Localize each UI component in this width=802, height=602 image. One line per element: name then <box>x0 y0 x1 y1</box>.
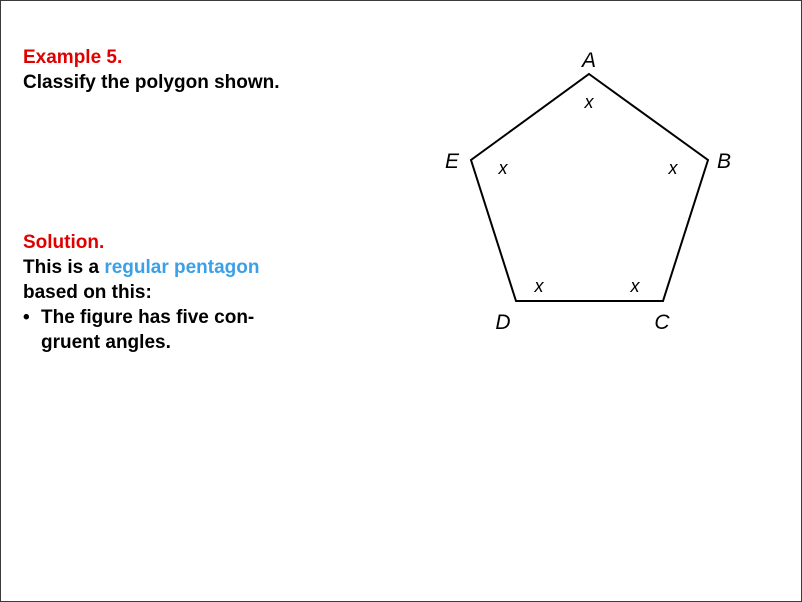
bullet-line-1: The figure has five con- <box>41 307 255 328</box>
angle-label-d: x <box>534 276 544 296</box>
bullet-line-2: gruent angles. <box>41 332 171 353</box>
solution-heading: Solution. <box>23 232 105 253</box>
vertex-label-e: E <box>444 150 459 173</box>
solution-highlight: regular pentagon <box>104 257 260 278</box>
vertex-label-c: C <box>654 311 670 334</box>
angle-label-c: x <box>630 276 640 296</box>
bullet-symbol: • <box>23 307 30 328</box>
solution-line-1-prefix: This is a <box>23 257 105 278</box>
angle-label-b: x <box>668 158 678 178</box>
vertex-label-d: D <box>495 311 511 334</box>
solution-line-2: based on this: <box>23 282 152 303</box>
example-heading: Example 5. <box>23 47 123 68</box>
vertex-label-b: B <box>717 150 732 173</box>
angle-label-e: x <box>498 158 508 178</box>
vertex-label-a: A <box>581 49 597 72</box>
example-prompt: Classify the polygon shown. <box>23 72 280 93</box>
pentagon-figure <box>1 1 802 602</box>
angle-label-a: x <box>584 92 594 112</box>
